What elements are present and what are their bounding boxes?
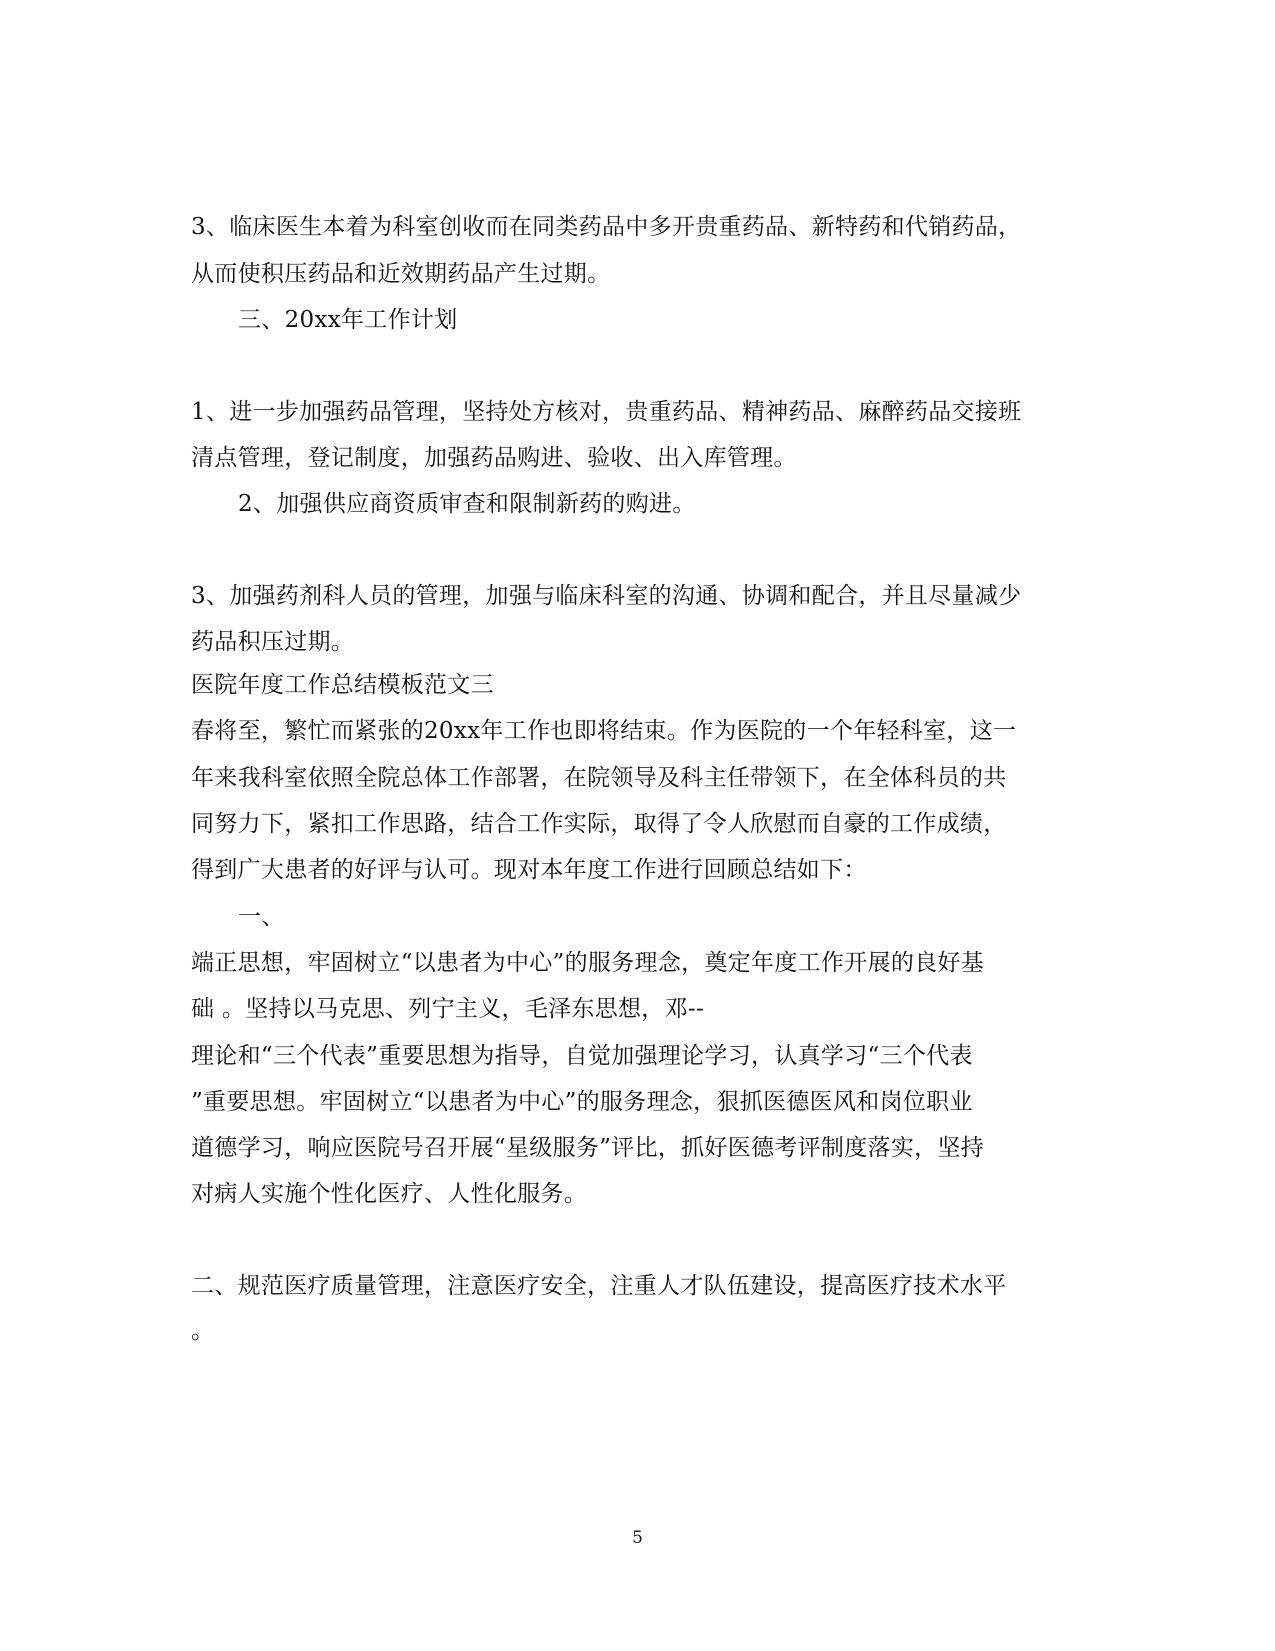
text-line: 。 — [191, 1318, 215, 1344]
text-line: 端正思想，牢固树立“以患者为中心”的服务理念，奠定年度工作开展的良好基 — [191, 950, 985, 976]
text-line: 得到广大患者的好评与认可。现对本年度工作进行回顾总结如下： — [191, 857, 867, 883]
text-line: ”重要思想。牢固树立“以患者为中心”的服务理念，狠抓医德医风和岗位职业 — [191, 1089, 973, 1115]
page-number: 5 — [632, 1528, 643, 1548]
text-line: 春将至，繁忙而紧张的20xx年工作也即将结束。作为医院的一个年轻科室，这一 — [191, 718, 1017, 744]
text-line: 理论和“三个代表”重要思想为指导，自觉加强理论学习，认真学习“三个代表 — [191, 1043, 973, 1069]
text-line: 道德学习，响应医院号召开展“星级服务”评比，抓好医德考评制度落实，坚持 — [191, 1135, 985, 1161]
text-line: 2、加强供应商资质审查和限制新药的购进。 — [238, 491, 696, 517]
section-heading: 三、20xx年工作计划 — [238, 307, 458, 333]
text-line: 药品积压过期。 — [191, 629, 355, 655]
document-subtitle: 医院年度工作总结模板范文三 — [191, 672, 494, 698]
section-number: 一、 — [238, 904, 285, 930]
text-line: 对病人实施个性化医疗、人性化服务。 — [191, 1181, 588, 1207]
text-line: 3、加强药剂科人员的管理，加强与临床科室的沟通、协调和配合，并且尽量减少 — [191, 583, 1022, 609]
text-line: 同努力下，紧扣工作思路，结合工作实际，取得了令人欣慰而自豪的工作成绩， — [191, 811, 1007, 837]
text-line: 从而使积压药品和近效期药品产生过期。 — [191, 261, 611, 287]
text-line: 清点管理，登记制度，加强药品购进、验收、出入库管理。 — [191, 445, 797, 471]
text-line: 1、进一步加强药品管理，坚持处方核对，贵重药品、精神药品、麻醉药品交接班 — [191, 399, 1022, 425]
text-line: 二、规范医疗质量管理，注意医疗安全，注重人才队伍建设，提高医疗技术水平 — [191, 1273, 1007, 1299]
text-line: 础 。坚持以马克思、列宁主义，毛泽东思想，邓-- — [191, 996, 705, 1022]
text-line: 3、临床医生本着为科室创收而在同类药品中多开贵重药品、新特药和代销药品， — [191, 214, 1022, 240]
text-line: 年来我科室依照全院总体工作部署，在院领导及科主任带领下，在全体科员的共 — [191, 765, 1007, 791]
